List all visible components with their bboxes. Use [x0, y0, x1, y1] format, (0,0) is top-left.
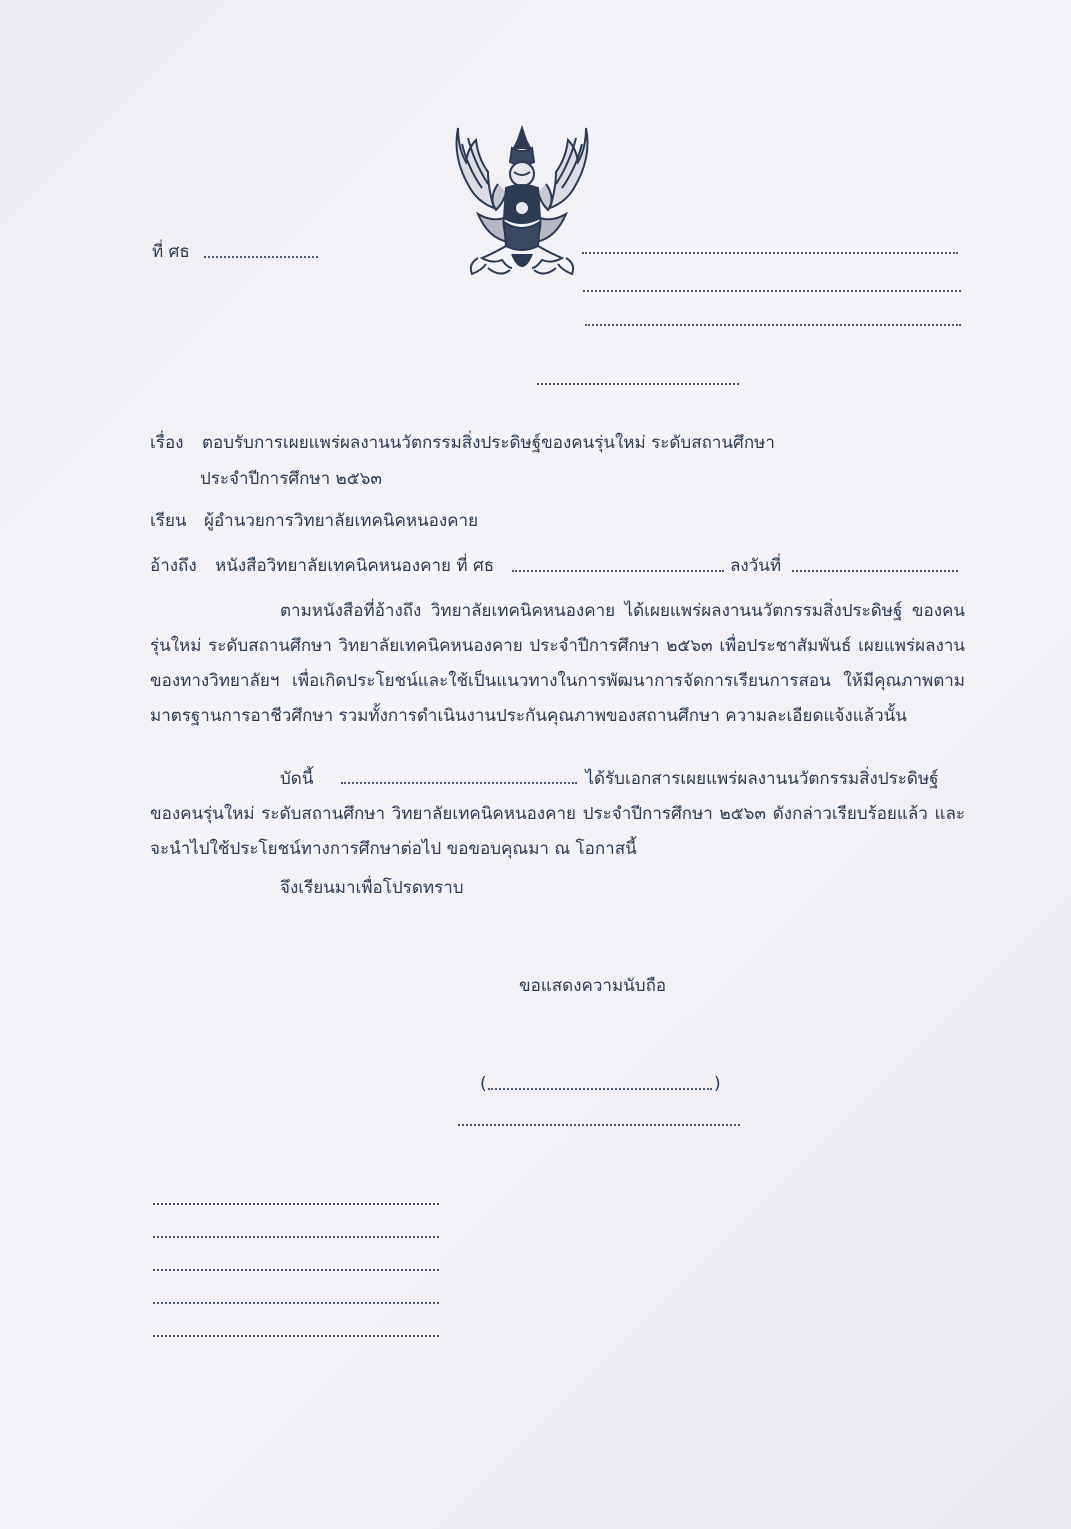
contact-line-4 — [153, 1302, 439, 1304]
address-line-3 — [585, 324, 961, 326]
subject-label: เรื่อง — [150, 433, 184, 453]
ref-number-blank — [204, 256, 318, 258]
signature-name-blank — [488, 1088, 712, 1090]
signature-close-paren: ) — [714, 1074, 721, 1094]
reference-value: หนังสือวิทยาลัยเทคนิคหนองคาย ที่ ศธ — [215, 556, 495, 576]
reference-date-label: ลงวันที่ — [730, 556, 782, 576]
reference-number-blank — [512, 570, 724, 572]
signature-open-paren: ( — [480, 1074, 487, 1094]
recipient-value: ผู้อำนวยการวิทยาลัยเทคนิคหนองคาย — [204, 511, 479, 531]
contact-line-2 — [153, 1236, 439, 1238]
contact-line-5 — [153, 1335, 439, 1337]
address-line-1 — [582, 252, 958, 254]
body-paragraph-2-text: ได้รับเอกสารเผยแพร่ผลงานนวัตกรรมสิ่งประดิษฐ์ ของคนรุ่นใหม่ ระดับสถานศึกษา วิทยาลัยเทคนิคหนองคาย ประจำปีการศึกษา ๒๕๖๓ ดังกล่าวเรียบร้อยแล้ว และจะนำไปใช้ประโยชน์ทางการศึกษาต่อไป ขอขอบคุณมา ณ โอกาสนี้ — [150, 769, 965, 859]
reference-date-blank — [792, 570, 958, 572]
subject-line-1: ตอบรับการเผยแพร่ผลงานนวัตกรรมสิ่งประดิษฐ์ของคนรุ่นใหม่ ระดับสถานศึกษา — [202, 433, 775, 453]
ref-number-label: ที่ ศธ — [152, 242, 190, 262]
closing-text: จึงเรียนมาเพื่อโปรดทราบ — [280, 878, 464, 898]
contact-line-3 — [153, 1269, 439, 1271]
recipient-name-blank — [341, 772, 577, 784]
address-line-2 — [583, 290, 961, 292]
body-paragraph-1 — [150, 594, 965, 734]
body-paragraph-2 — [150, 762, 965, 867]
body-paragraph-2-lead: บัดนี้ — [280, 769, 314, 789]
recipient-label: เรียน — [150, 511, 187, 531]
reference-label: อ้างถึง — [150, 556, 197, 576]
subject-line-2: ประจำปีการศึกษา ๒๕๖๓ — [200, 469, 383, 489]
contact-line-1 — [153, 1203, 439, 1205]
garuda-emblem-icon — [448, 118, 596, 284]
signature-position-blank — [458, 1124, 740, 1126]
regards-text: ขอแสดงความนับถือ — [519, 976, 667, 996]
body-paragraph-1-text: ตามหนังสือที่อ้างถึง วิทยาลัยเทคนิคหนองคาย ได้เผยแพร่ผลงานนวัตกรรมสิ่งประดิษฐ์ ของคนรุ่นใหม่ ระดับสถานศึกษา วิทยาลัยเทคนิคหนองคาย ประจำปีการศึกษา ๒๕๖๓ เพื่อประชาสัมพันธ์ เผยแพร่ผลงานของทางวิทยาลัยฯ เพื่อเกิดประโยชน์และใช้เป็นแนวทางในการพัฒนาการจัดการเรียนการสอน ให้มีคุณภาพตามมาตรฐานการอาชีวศึกษา รวมทั้งการดำเนินงานประกันคุณภาพของสถานศึกษา ความละเอียดแจ้งแล้วนั้น — [150, 601, 965, 726]
date-blank — [537, 383, 739, 385]
